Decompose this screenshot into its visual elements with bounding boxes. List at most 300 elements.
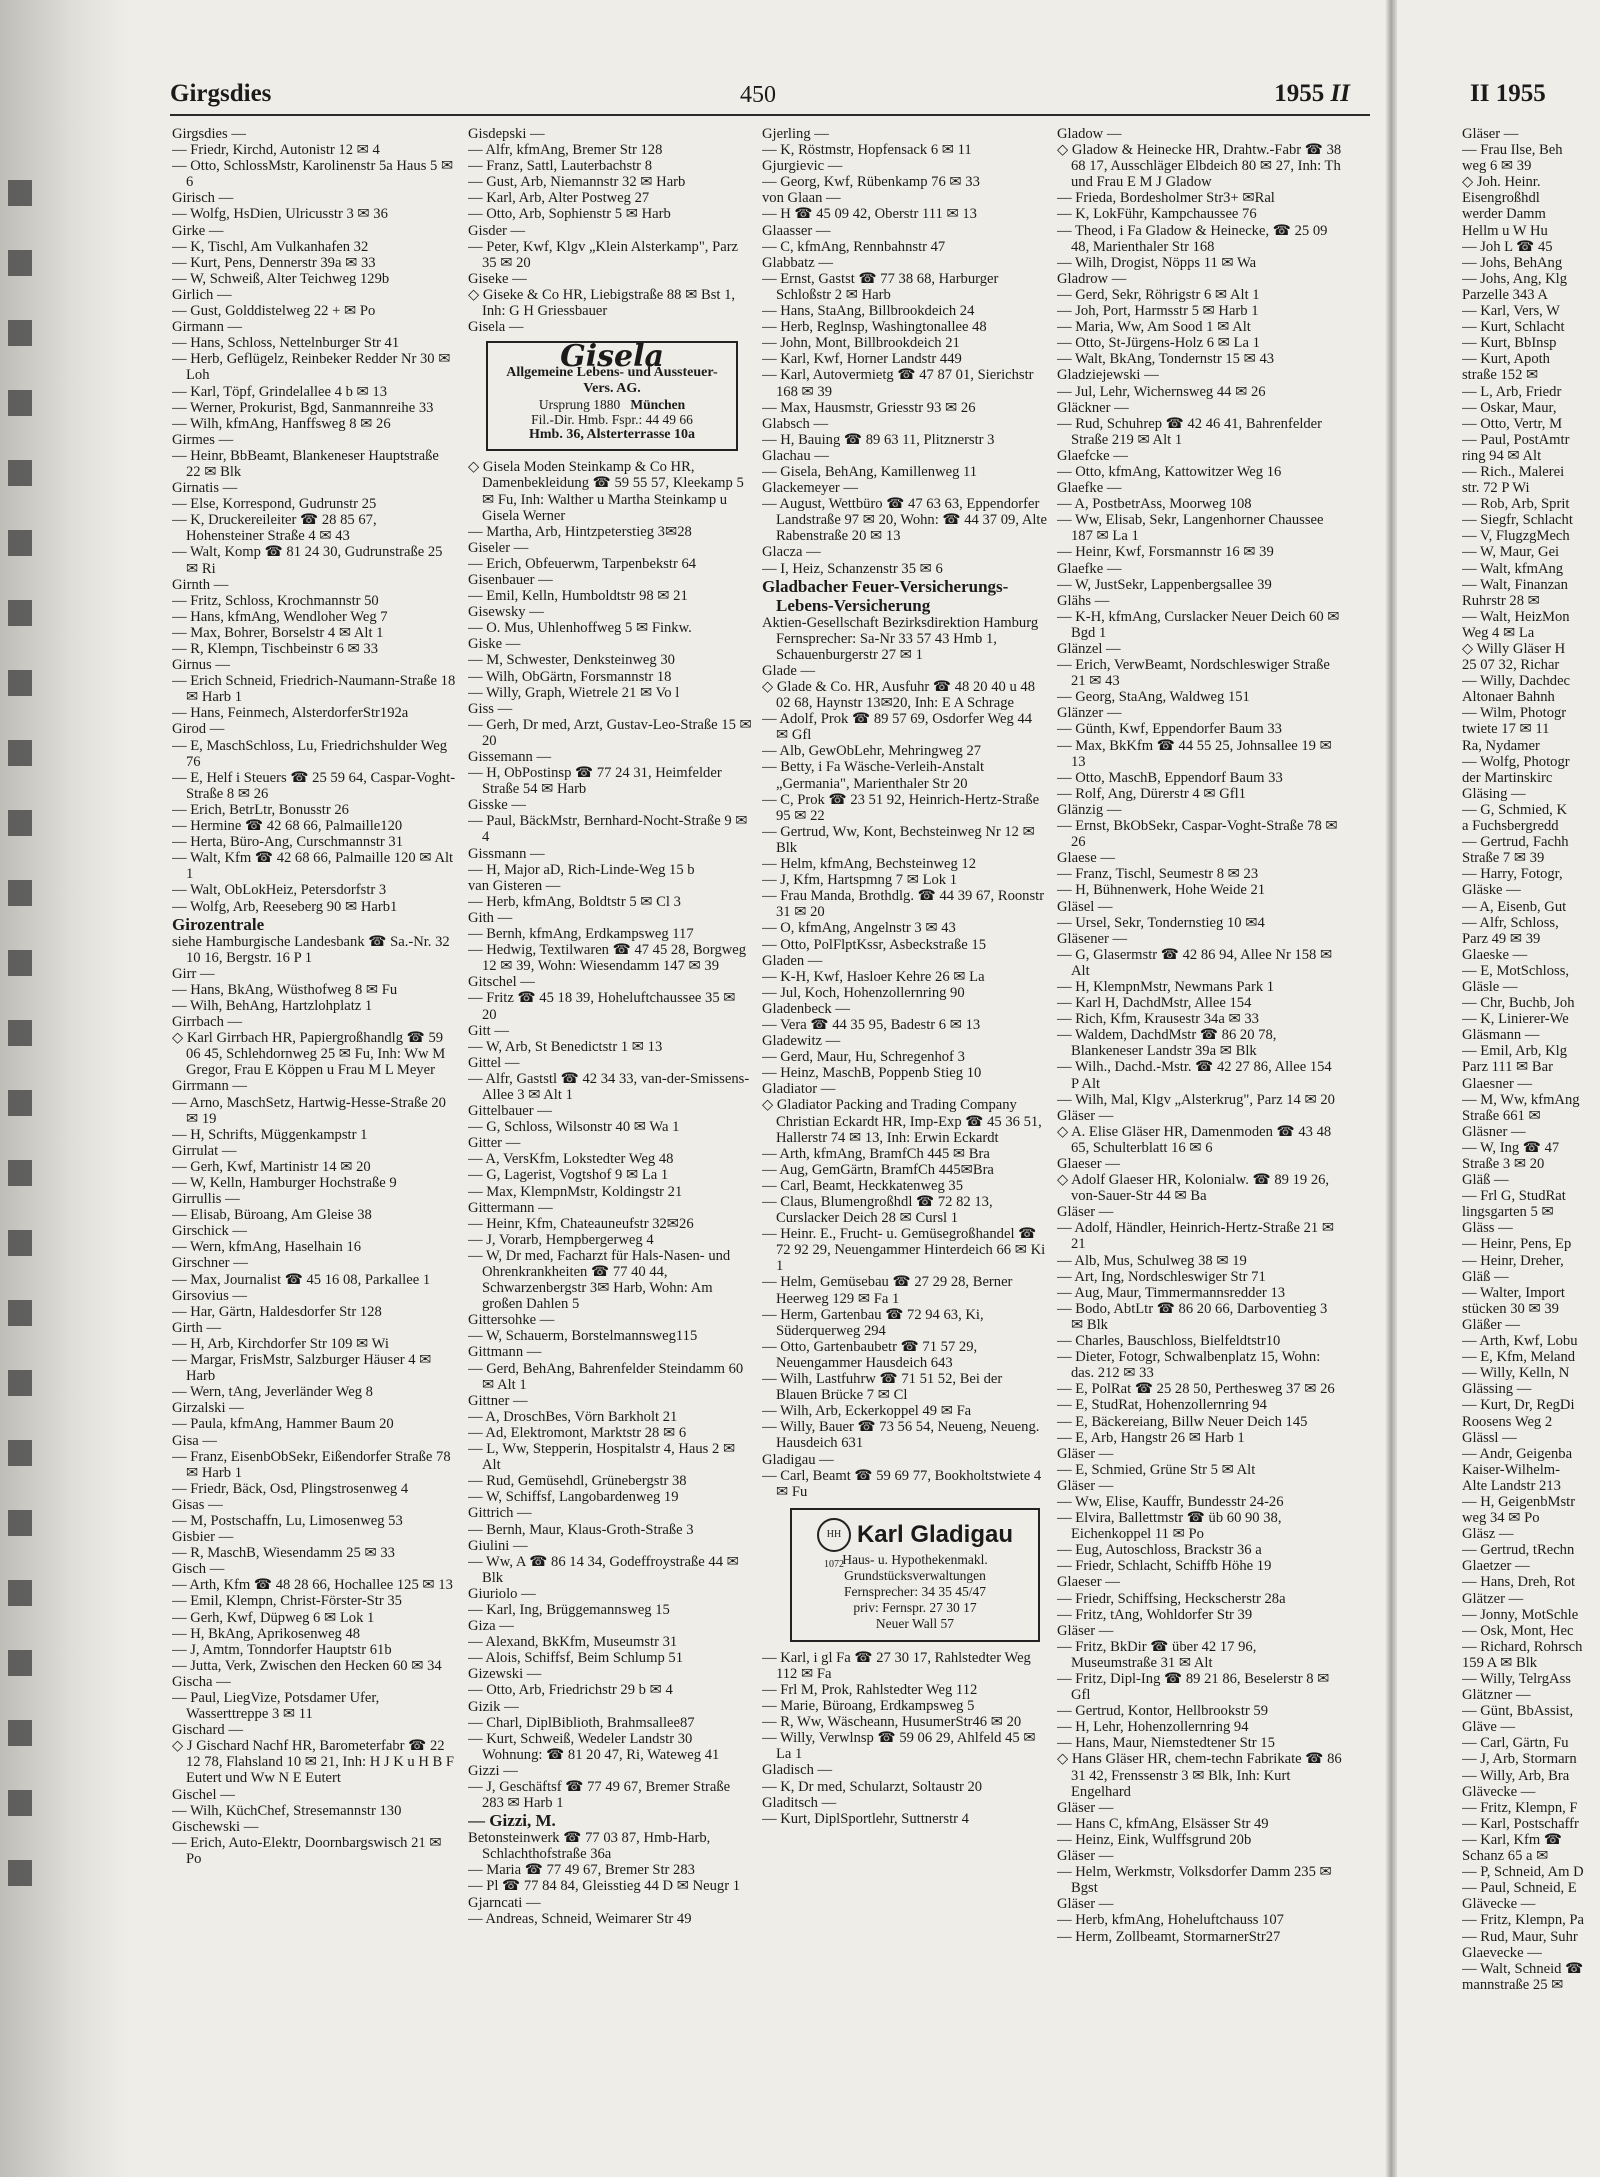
directory-entry: — Paul, BäckMstr, Bernhard-Nocht-Straße 9 ✉ 4 (468, 813, 748, 846)
directory-entry: Roosens Weg 2 (1462, 1413, 1553, 1430)
directory-entry: — Wolfg, Arb, Reeseberg 90 ✉ Harb1 (172, 898, 398, 915)
directory-entry: — Frl G, StudRat (1462, 1188, 1566, 1205)
directory-entry: Gizik — (468, 1698, 519, 1715)
directory-entry: Gläser — (1057, 1896, 1114, 1913)
directory-entry: — Gust, Golddistelweg 22 + ✉ Po (172, 303, 376, 320)
directory-entry: — Willy, Arb, Bra (1462, 1767, 1570, 1784)
directory-entry: Girth — (172, 1319, 222, 1336)
directory-entry: — Walt, Finanzan (1462, 576, 1568, 593)
directory-entry: Glässing — (1462, 1381, 1532, 1398)
directory-entry: — Alfr, Gaststl ☎ 42 34 33, van-der-Smissens-Allee 3 ✉ Alt 1 (468, 1070, 750, 1103)
directory-entry: — Wolfg, Photogr (1462, 753, 1570, 770)
directory-entry: — E, Helf i Steuers ☎ 25 59 64, Caspar-Voght-Straße 8 ✉ 26 (172, 769, 456, 802)
directory-entry: — Hans C, kfmAng, Elsässer Str 49 (1057, 1815, 1269, 1832)
directory-entry: Gitschel — (468, 974, 535, 991)
directory-entry: — Günth, Kwf, Eppendorfer Baum 33 (1057, 721, 1282, 738)
directory-entry: Giseler — (468, 539, 529, 556)
directory-entry: ◇ Gladow & Heinecke HR, Drahtw.-Fabr ☎ 38 68 17, Ausschläger Elbdeich 80 ✉ 27, Inh: Th und Frau E M J Gladow (1057, 142, 1342, 191)
directory-entry: Girmann — (172, 319, 243, 336)
directory-entry: — Karl H, DachdMstr, Allee 154 (1057, 995, 1252, 1012)
directory-entry: Glackemeyer — (762, 480, 859, 497)
directory-entry: Glacza — (762, 544, 821, 561)
directory-entry: — Wilh, Mal, Klgv „Alsterkrug", Parz 14 ✉ 20 (1057, 1091, 1335, 1108)
directory-entry: — H, ObPostinsp ☎ 77 24 31, Heimfelder Straße 54 ✉ Harb (468, 765, 722, 798)
directory-entry: — C, kfmAng, Rennbahnstr 47 (762, 238, 946, 255)
directory-entry: Girnth — (172, 576, 229, 593)
directory-entry: — Elisab, Büroang, Am Gleise 38 (172, 1207, 372, 1224)
directory-entry: — Martha, Arb, Hintzpeterstieg 3✉28 (468, 523, 692, 540)
directory-entry: Gläser — (1057, 1445, 1114, 1462)
directory-entry: — Maria ☎ 77 49 67, Bremer Str 283 (468, 1862, 695, 1879)
book-spine (0, 0, 130, 2177)
directory-entry: — Heinr, BbBeamt, Blankeneser Hauptstraße 22 ✉ Blk (172, 447, 439, 480)
directory-entry: — Gerd, Maur, Hu, Schregenhof 3 (762, 1049, 965, 1066)
directory-entry: — Max, Journalist ☎ 45 16 08, Parkallee 1 (172, 1271, 431, 1288)
directory-entry: 159 A ✉ Blk (1462, 1654, 1538, 1671)
directory-entry: Gläsz — (1462, 1526, 1514, 1543)
directory-entry: — Franz, Sattl, Lauterbachstr 8 (468, 158, 652, 175)
directory-entry: — Walt, HeizMon (1462, 608, 1570, 625)
directory-entry: — Karl, Arb, Alter Postweg 27 (468, 190, 650, 207)
directory-entry: — Gerd, BehAng, Bahrenfelder Steindamm 60 ✉ Alt 1 (468, 1360, 744, 1393)
directory-entry: — Otto, Vertr, M (1462, 415, 1563, 432)
directory-entry: — Carl, Beamt, Heckkatenweg 35 (762, 1177, 964, 1194)
directory-entry: — Werner, Prokurist, Bgd, Sanmannreihe 33 (172, 399, 434, 416)
directory-entry: — Elvira, Ballettmstr ☎ üb 60 90 38, Eichenkoppel 11 ✉ Po (1057, 1510, 1282, 1543)
directory-entry: — A, Eisenb, Gut (1462, 898, 1567, 915)
directory-entry: Gisa — (172, 1432, 217, 1449)
directory-entry: — Jul, Lehr, Wichernsweg 44 ✉ 26 (1057, 383, 1266, 400)
directory-entry: — August, Wettbüro ☎ 47 63 63, Eppendorfer Landstraße 97 ✉ 20, Wohn: ☎ 44 37 09, Alte Rabenstraße 20 ✉ 13 (762, 496, 1047, 545)
ad-branch: Fil.-Dir. Hmb. Fspr.: 44 49 66 (531, 412, 693, 428)
column-1 (172, 126, 457, 2166)
directory-entry: — Wilh, Drogist, Nöpps 11 ✉ Wa (1057, 254, 1257, 271)
directory-entry: — Karl, i gl Fa ☎ 27 30 17, Rahlstedter Weg 112 ✉ Fa (762, 1649, 1031, 1682)
directory-entry: Glaefke — (1057, 480, 1122, 497)
directory-entry: Ra, Nydamer (1462, 737, 1540, 754)
directory-entry: — Max, Hausmstr, Griesstr 93 ✉ 26 (762, 399, 976, 416)
directory-entry: — Arth, kfmAng, BramfCh 445 ✉ Bra (762, 1145, 990, 1162)
directory-entry: — L, Arb, Friedr (1462, 383, 1562, 400)
directory-entry: — Willy, Bauer ☎ 73 56 54, Neueng, Neueng. Hausdeich 631 (762, 1419, 1040, 1452)
directory-entry: — Vera ☎ 44 35 95, Badestr 6 ✉ 13 (762, 1016, 981, 1033)
directory-entry: — H, GeigenbMstr (1462, 1493, 1576, 1510)
directory-entry: — Kurt, Schweiß, Wedeler Landstr 30 Wohnung: ☎ 81 20 47, Ri, Wateweg 41 (468, 1730, 720, 1763)
directory-entry: — Kurt, BbInsp (1462, 335, 1557, 352)
directory-entry: — Paul, PostAmtr (1462, 431, 1570, 448)
directory-entry: — J, Geschäftsf ☎ 77 49 67, Bremer Straße 283 ✉ Harb 1 (468, 1779, 731, 1812)
directory-entry: Gläsel — (1057, 898, 1113, 915)
directory-entry: Girisch — (172, 190, 234, 207)
directory-entry: — Eug, Autoschloss, Brackstr 36 a (1057, 1542, 1262, 1559)
directory-entry: — W, Schauerm, Borstelmannsweg115 (468, 1328, 698, 1345)
directory-entry: — Andreas, Schneid, Weimarer Str 49 (468, 1910, 692, 1927)
directory-entry: twiete 17 ✉ 11 (1462, 721, 1550, 738)
directory-entry: — W, Arb, St Benedictstr 1 ✉ 13 (468, 1038, 663, 1055)
directory-entry: Glaevecke — (1462, 1944, 1542, 1961)
page-gutter (1385, 0, 1397, 2177)
directory-entry: Altonaer Bahnh (1462, 689, 1555, 706)
directory-entry: — Maria, Ww, Am Sood 1 ✉ Alt (1057, 319, 1251, 336)
directory-entry: — Max, KlempnMstr, Koldingstr 21 (468, 1183, 683, 1200)
directory-entry: Gisewsky — (468, 604, 544, 621)
directory-entry: — Hans, Maur, Niemstedtener Str 15 (1057, 1735, 1275, 1752)
directory-entry: — Walt, BkAng, Tondernstr 15 ✉ 43 (1057, 351, 1275, 368)
directory-entry: Girrullis — (172, 1191, 240, 1208)
directory-entry: Gisder — (468, 222, 526, 239)
directory-entry: — Gerh, Kwf, Düpweg 6 ✉ Lok 1 (172, 1609, 375, 1626)
directory-entry: — Joh L ☎ 45 (1462, 238, 1553, 255)
directory-entry: Glabsch — (762, 415, 829, 432)
directory-entry: — Walt, ObLokHeiz, Petersdorfstr 3 (172, 882, 387, 899)
directory-entry: Gläsner — (1462, 1123, 1526, 1140)
directory-entry: Gjurgievic — (762, 158, 843, 175)
directory-entry: — Bernh, Maur, Klaus-Groth-Straße 3 (468, 1521, 694, 1538)
directory-entry: — Heinr. E., Frucht- u. Gemüsegroßhandel ☎ 72 92 29, Neuengammer Hinterdeich 66 ✉ Ki 1 (762, 1226, 1046, 1275)
directory-entry: Gjerling — (762, 126, 829, 142)
directory-entry: Eisengroßhdl (1462, 190, 1540, 207)
directory-entry: Gissmann — (468, 845, 545, 862)
directory-entry: — Heinr, Kwf, Forsmannstr 16 ✉ 39 (1057, 544, 1274, 561)
ad-phone1: Fernsprecher: 34 35 45/47 (843, 1583, 987, 1599)
directory-entry: — Otto, SchlossMstr, Karolinenstr 5a Haus 5 ✉ 6 (172, 158, 454, 191)
directory-entry: — M, Ww, kfmAng (1462, 1091, 1580, 1108)
directory-entry: Gläser — (1057, 1477, 1114, 1494)
directory-entry: — J, Kfm, Hartspmng 7 ✉ Lok 1 (762, 872, 958, 889)
directory-entry: Gittrich — (468, 1505, 532, 1522)
directory-entry: — Wilh., Dachd.-Mstr. ☎ 42 27 86, Allee 154 P Alt (1057, 1059, 1332, 1092)
directory-entry: Gladenbeck — (762, 1000, 850, 1017)
directory-entry: — I, Heiz, Schanzenstr 35 ✉ 6 (762, 560, 943, 577)
directory-entry: Giske — (468, 636, 521, 653)
directory-entry: — Frieda, Bordesholmer Str3+ ✉Ral (1057, 190, 1275, 207)
directory-entry: — Charl, DiplBiblioth, Brahmsallee87 (468, 1714, 695, 1731)
page-number: 450 (740, 82, 776, 108)
directory-entry: — Hans, Schloss, Nettelnburger Str 41 (172, 335, 400, 352)
directory-entry: — W, Schiffsf, Langobardenweg 19 (468, 1489, 679, 1506)
directory-entry: — Heinz, Eink, Wulffsgrund 20b (1057, 1831, 1252, 1848)
directory-entry: — Rolf, Ang, Dürerstr 4 ✉ Gfl1 (1057, 785, 1246, 802)
directory-entry: — Otto, kfmAng, Kattowitzer Weg 16 (1057, 463, 1282, 480)
directory-entry: von Glaan — (762, 190, 841, 207)
directory-entry: — J, Arb, Stormarn (1462, 1751, 1577, 1768)
directory-entry: — Wilm, Photogr (1462, 705, 1567, 722)
directory-entry: — Wilh, ObGärtn, Forsmannstr 18 (468, 668, 672, 685)
directory-entry: — Franz, EisenbObSekr, Eißendorfer Straße 78 ✉ Harb 1 (172, 1448, 451, 1481)
directory-entry: Gläsener — (1057, 930, 1128, 947)
directory-entry: — Paul, Schneid, E (1462, 1880, 1577, 1897)
directory-entry: Gjarncati — (468, 1894, 541, 1911)
directory-entry: — K-H, Kwf, Hasloer Kehre 26 ✉ La (762, 968, 985, 985)
directory-entry: Girlich — (172, 286, 232, 303)
directory-entry: Gischewski — (172, 1818, 259, 1835)
directory-entry: — Arth, Kwf, Lobu (1462, 1333, 1578, 1350)
directory-entry: — E, PolRat ☎ 25 28 50, Perthesweg 37 ✉ 26 (1057, 1381, 1335, 1398)
directory-entry: — Alfr, Schloss, (1462, 914, 1559, 931)
directory-entry: Glaesner — (1462, 1075, 1533, 1092)
directory-entry: mannstraße 25 ✉ (1462, 1976, 1564, 1993)
directory-entry: — Karl, Vers, W (1462, 303, 1560, 320)
directory-entry: — E, MotSchloss, (1462, 962, 1570, 979)
directory-entry: Gladrow — (1057, 270, 1127, 287)
directory-entry: — Karl, Postschaffr (1462, 1815, 1579, 1832)
directory-entry: — G, Lagerist, Vogtshof 9 ✉ La 1 (468, 1167, 669, 1184)
directory-entry: — Rud, Maur, Suhr (1462, 1928, 1578, 1945)
directory-entry: Girrmann — (172, 1078, 247, 1095)
directory-entry: — Emil, Kelln, Humboldtstr 98 ✉ 21 (468, 588, 688, 605)
directory-entry: Glaeser — (1057, 1156, 1120, 1172)
directory-entry: — Kurt, Schlacht (1462, 319, 1565, 336)
directory-entry: — E, StudRat, Hohenzollernring 94 (1057, 1397, 1267, 1414)
directory-entry: Girrbach — (172, 1014, 243, 1031)
directory-entry: — Friedr, Bäck, Osd, Plingstrosenweg 4 (172, 1480, 409, 1497)
directory-entry: Gizewski — (468, 1666, 542, 1683)
directory-entry: — Harry, Fotogr, (1462, 866, 1563, 883)
directory-entry: Gläser — (1057, 1799, 1114, 1816)
directory-entry: ◇ J Gischard Nachf HR, Barometerfabr ☎ 22 12 78, Flahsland 10 ✉ 21, Inh: H J K u H B F Eutert und Ww N E Eutert (172, 1738, 455, 1787)
directory-entry: Gisdepski — (468, 126, 545, 142)
directory-entry: — W, Kelln, Hamburger Hochstraße 9 (172, 1175, 397, 1191)
column-5 (1462, 126, 1600, 2166)
directory-entry: — Kurt, Dr, RegDi (1462, 1397, 1575, 1414)
ad-address: Neuer Wall 57 (875, 1615, 955, 1631)
directory-entry: Girzalski — (172, 1400, 244, 1417)
directory-entry: — E, Bäckereiang, Billw Neuer Deich 145 (1057, 1413, 1308, 1430)
directory-entry: ◇ Adolf Glaeser HR, Kolonialw. ☎ 89 19 26, von-Sauer-Str 44 ✉ Ba (1057, 1172, 1330, 1205)
directory-entry: — Hedwig, Textilwaren ☎ 47 45 28, Borgweg 12 ✉ 39, Wohn: Wiesendamm 147 ✉ 39 (468, 942, 747, 975)
directory-entry: — Gizzi, M. (468, 1811, 556, 1831)
directory-entry: — Wilh, KüchChef, Stresemannstr 130 (172, 1802, 402, 1819)
directory-entry: — Wilh, BehAng, Hartzlohplatz 1 (172, 997, 373, 1014)
directory-entry: — Erich Schneid, Friedrich-Naumann-Straße 18 ✉ Harb 1 (172, 673, 456, 706)
directory-entry: — J, Vorarb, Hempbergerweg 4 (468, 1231, 654, 1248)
ad-company: Allgemeine Lebens- und Aussteuer-Vers. AG. (506, 365, 718, 397)
directory-entry: — Chr, Buchb, Joh (1462, 995, 1575, 1012)
directory-entry: — Har, Gärtn, Haldesdorfer Str 128 (172, 1303, 382, 1320)
directory-entry: — Carl, Gärtn, Fu (1462, 1735, 1569, 1752)
directory-entry: — Franz, Tischl, Seumestr 8 ✉ 23 (1057, 866, 1259, 883)
directory-entry: — Rich, Kfm, Krausestr 34a ✉ 33 (1057, 1011, 1259, 1028)
directory-entry: — K-H, kfmAng, Curslacker Neuer Deich 60 ✉ Bgd 1 (1057, 608, 1340, 641)
directory-entry: — Wilh, Lastfuhrw ☎ 71 51 52, Bei der Blauen Brücke 7 ✉ Cl (762, 1371, 1003, 1404)
directory-entry: — Alfr, kfmAng, Bremer Str 128 (468, 142, 663, 159)
directory-entry: Gladziejewski — (1057, 367, 1159, 384)
directory-entry: — A, PostbetrAss, Moorweg 108 (1057, 496, 1252, 513)
directory-entry: Girozentrale (172, 914, 265, 934)
directory-entry: — Heinr, Kfm, Chateauneufstr 32✉26 (468, 1215, 694, 1232)
directory-entry: Betonsteinwerk ☎ 77 03 87, Hmb-Harb, Schlachthofstraße 36a (468, 1830, 711, 1863)
directory-entry: — A, DroschBes, Vörn Barkholt 21 (468, 1408, 678, 1425)
directory-entry: Girschner — (172, 1255, 248, 1272)
directory-entry: — Ernst, BkObSekr, Caspar-Voght-Straße 78 ✉ 26 (1057, 818, 1338, 851)
directory-entry: ◇ Gladiator Packing and Trading Company Christian Eckardt HR, Imp-Exp ☎ 45 36 51, Hallerstr 74 ✉ 13, Inh: Erwin Eckardt (762, 1097, 1042, 1146)
directory-entry: Glänzel — (1057, 641, 1121, 657)
directory-entry: — W, JustSekr, Lappenbergsallee 39 (1057, 576, 1272, 593)
directory-entry: — Ww, Elise, Kauffr, Bundesstr 24-26 (1057, 1493, 1284, 1510)
directory-entry: — Gertrud, tRechn (1462, 1542, 1575, 1559)
directory-entry: — Otto, Arb, Sophienstr 5 ✉ Harb (468, 206, 671, 223)
directory-entry: Glachau — (762, 447, 829, 464)
ad-address: Hmb. 36, Alsterterrasse 10a (528, 427, 696, 443)
directory-entry: — Walter, Import (1462, 1284, 1565, 1301)
directory-entry: Weg 4 ✉ La (1462, 624, 1535, 641)
directory-entry: Gischa — (172, 1673, 231, 1690)
directory-entry: Parz 49 ✉ 39 (1462, 930, 1541, 947)
directory-entry: — Arth, Kfm ☎ 48 28 66, Hochallee 125 ✉ 13 (172, 1577, 453, 1594)
directory-entry: — Alois, Schiffsf, Beim Schlump 51 (468, 1650, 683, 1667)
directory-entry: — Wilh, kfmAng, Hanffsweg 8 ✉ 26 (172, 415, 391, 432)
directory-entry: — Friedr, Schlacht, Schiffb Höhe 19 (1057, 1558, 1272, 1575)
directory-entry: — H, Bühnenwerk, Hohe Weide 21 (1057, 882, 1266, 899)
directory-entry: — Alexand, BkKfm, Museumstr 31 (468, 1634, 678, 1651)
directory-entry: — Kurt, Apoth (1462, 351, 1550, 368)
directory-entry: Gläser — (1462, 126, 1519, 142)
directory-entry: — Karl, Ing, Brüggemannsweg 15 (468, 1601, 670, 1618)
directory-entry: Gittel — (468, 1054, 520, 1071)
directory-entry: — Marie, Büroang, Erdkampsweg 5 (762, 1698, 975, 1715)
directory-entry: — Gertrud, Fachh (1462, 834, 1569, 851)
directory-entry: ◇ Giseke & Co HR, Liebigstraße 88 ✉ Bst 1, Inh: G H Griessbauer (468, 286, 736, 320)
directory-entry: — V, FlugzgMech (1462, 528, 1570, 545)
directory-entry: — Gust, Arb, Niemannstr 32 ✉ Harb (468, 174, 686, 191)
directory-entry: Gisela — (468, 319, 524, 336)
directory-entry: — Gisela, BehAng, Kamillenweg 11 (762, 463, 978, 480)
directory-entry: lingsgarten 5 ✉ (1462, 1204, 1554, 1221)
directory-entry: — Max, BkKfm ☎ 44 55 25, Johnsallee 19 ✉ 13 (1057, 737, 1332, 770)
directory-entry: Girod — (172, 721, 225, 738)
directory-entry: Giseke — (468, 270, 527, 287)
directory-entry: Glätzner — (1462, 1687, 1531, 1704)
directory-entry: Kaiser-Wilhelm- (1462, 1461, 1560, 1478)
directory-entry: — H, Lehr, Hohenzollernring 94 (1057, 1719, 1249, 1736)
directory-entry: — M, Postschaffn, Lu, Limosenweg 53 (172, 1512, 403, 1529)
directory-entry: — L, Ww, Stepperin, Hospitalstr 4, Haus 2 ✉ Alt (468, 1441, 736, 1474)
directory-entry: Alte Landstr 213 (1462, 1477, 1561, 1494)
directory-entry: — John, Mont, Billbrookdeich 21 (762, 335, 960, 352)
directory-entry: — Walt, Komp ☎ 81 24 30, Gudrunstraße 25 ✉ Ri (172, 544, 443, 577)
directory-entry: — Fritz, tAng, Wohldorfer Str 39 (1057, 1606, 1253, 1623)
directory-entry: — Friedr, Schiffsing, Heckscherstr 28a (1057, 1590, 1286, 1607)
directory-entry: a Fuchsbergredd (1462, 818, 1559, 835)
running-head: Girgsdies (170, 80, 272, 107)
ad-line1: Haus- u. Hypothekenmakl. (842, 1551, 988, 1567)
directory-entry: — K, Tischl, Am Vulkanhafen 32 (172, 238, 369, 255)
directory-entry: Gitter — (468, 1135, 521, 1152)
directory-entry: Gläß — (1462, 1172, 1509, 1189)
directory-entry: Gläve — (1462, 1719, 1516, 1736)
directory-entry: Gläser — (1057, 1848, 1114, 1865)
thumb-index-tabs (8, 180, 34, 1930)
directory-entry: — Fritz, BkDir ☎ über 42 17 96, Museumstraße 31 ✉ Alt (1057, 1638, 1257, 1671)
directory-entry: — Wilh, Arb, Eckerkoppel 49 ✉ Fa (762, 1403, 972, 1420)
directory-entry: Gläsmann — (1462, 1027, 1540, 1044)
directory-entry: Gläske — (1462, 882, 1521, 899)
directory-entry: — Hans, Dreh, Rot (1462, 1574, 1576, 1591)
directory-entry: van Gisteren — (468, 877, 561, 894)
directory-entry: — R, MaschB, Wiesendamm 25 ✉ 33 (172, 1545, 395, 1562)
year: 1955 (1274, 80, 1325, 107)
column-2 (468, 126, 753, 2166)
directory-entry: — Gertrud, Kontor, Hellbrookstr 59 (1057, 1703, 1268, 1720)
directory-entry: Schanz 65 a ✉ (1462, 1848, 1549, 1865)
directory-entry: — Bernh, kfmAng, Erdkampsweg 117 (468, 926, 694, 943)
directory-entry: ◇ Willy Gläser H (1462, 641, 1566, 657)
ad-founded: Ursprung 1880 München (538, 397, 686, 413)
directory-entry: siehe Hamburgische Landesbank ☎ Sa.-Nr. 32 10 16, Bergstr. 16 P 1 (172, 933, 450, 966)
ad-phone2: priv: Fernspr. 27 30 17 (853, 1599, 977, 1615)
directory-entry: — Walt, Kfm ☎ 42 68 66, Palmaille 120 ✉ Alt 1 (172, 850, 454, 883)
directory-entry: Gläsle — (1462, 978, 1518, 995)
directory-entry: Gischard — (172, 1722, 243, 1739)
directory-entry: — Theod, i Fa Gladow & Heinecke, ☎ 25 09 48, Marienthaler Str 168 (1057, 222, 1328, 255)
directory-entry: Giulini — (468, 1537, 528, 1554)
directory-entry: Straße 7 ✉ 39 (1462, 850, 1545, 867)
directory-entry: — Kurt, DiplSportlehr, Suttnerstr 4 (762, 1810, 969, 1827)
directory-entry: Gittmann — (468, 1344, 542, 1361)
directory-entry: Gisch — (172, 1561, 225, 1578)
directory-entry: Giss — (468, 700, 513, 717)
directory-entry: — Richard, Rohrsch (1462, 1638, 1583, 1655)
directory-entry: — Herta, Büro-Ang, Curschmannstr 31 (172, 834, 404, 851)
directory-entry: — Max, Bohrer, Borselstr 4 ✉ Alt 1 (172, 624, 384, 641)
directory-entry: Gittner — (468, 1392, 528, 1409)
directory-entry: — E, Arb, Hangstr 26 ✉ Harb 1 (1057, 1429, 1245, 1446)
directory-entry: — Georg, StaAng, Waldweg 151 (1057, 689, 1250, 706)
volume: II (1330, 80, 1350, 107)
directory-entry: — Herm, Zollbeamt, StormarnerStr27 (1057, 1928, 1281, 1945)
directory-entry: — Erich, Auto-Elektr, Doornbargswisch 21 ✉ Po (172, 1834, 442, 1867)
ad-name: Karl Gladigau (856, 1520, 1014, 1548)
directory-entry: Glävecke — (1462, 1783, 1536, 1800)
directory-entry: — Gerd, Sekr, Röhrigstr 6 ✉ Alt 1 (1057, 286, 1260, 303)
column-4 (1057, 126, 1342, 2166)
directory-entry: — Frau Manda, Brothdlg. ☎ 44 39 67, Roonstr 31 ✉ 20 (762, 888, 1045, 921)
ad-line2: Grundstücksverwaltungen (844, 1567, 986, 1583)
directory-entry: — Wern, kfmAng, Haselhain 16 (172, 1239, 362, 1256)
directory-entry: — E, Kfm, Meland (1462, 1349, 1576, 1366)
directory-entry: — Betty, i Fa Wäsche-Verleih-Anstalt „Germania", Marienthaler Str 20 (762, 759, 985, 792)
directory-entry: — Gerh, Dr med, Arzt, Gustav-Leo-Straße 15 ✉ 20 (468, 716, 752, 749)
directory-entry: — Gerh, Kwf, Martinistr 14 ✉ 20 (172, 1158, 371, 1175)
directory-entry: — Herm, Gartenbau ☎ 72 94 63, Ki, Süderquerweg 294 (762, 1306, 984, 1339)
directory-entry: ◇ Karl Girrbach HR, Papiergroßhandlg ☎ 59 06 45, Schlehdornweg 25 ✉ Fu, Inh: Ww M Gregor, Frau E Köppen u Frau M L Meyer (172, 1030, 446, 1079)
directory-entry: — Erich, BetrLtr, Bonusstr 26 (172, 801, 349, 818)
directory-entry: — Helm, kfmAng, Bechsteinweg 12 (762, 856, 977, 873)
directory-entry: — H, Schrifts, Müggenkampstr 1 (172, 1126, 368, 1143)
directory-entry: — Adolf, Händler, Heinrich-Hertz-Straße 21 ✉ 21 (1057, 1220, 1335, 1253)
directory-entry: — H, KlempnMstr, Newmans Park 1 (1057, 978, 1275, 995)
directory-entry: — Ursel, Sekr, Tondernstieg 10 ✉4 (1057, 914, 1265, 931)
directory-entry: Gladigau — (762, 1451, 834, 1468)
gisela-logo: Gisela (560, 339, 664, 375)
directory-entry: — Ad, Elektromont, Marktstr 28 ✉ 6 (468, 1424, 687, 1441)
directory-entry: Girnatis — (172, 480, 238, 497)
directory-entry: — H, Major aD, Rich-Linde-Weg 15 b (468, 861, 695, 878)
directory-entry: ◇ Joh. Heinr. (1462, 174, 1541, 191)
directory-entry: Girke — (172, 222, 224, 239)
directory-entry: Glaeske — (1462, 946, 1528, 963)
directory-entry: — Hans, BkAng, Wüsthofweg 8 ✉ Fu (172, 981, 398, 998)
directory-entry: — Carl, Beamt ☎ 59 69 77, Bookholtstwiete 4 ✉ Fu (762, 1467, 1042, 1500)
directory-entry: Glätzer — (1462, 1590, 1524, 1607)
directory-entry: — Willy, Dachdec (1462, 673, 1571, 690)
directory-entry: — Karl, Kfm ☎ (1462, 1831, 1563, 1848)
directory-entry: — Heinz, MaschB, Poppenb Stieg 10 (762, 1065, 982, 1082)
directory-entry: — K, Röstmstr, Hopfensack 6 ✉ 11 (762, 142, 972, 159)
directory-entry: — Otto, St-Jürgens-Holz 6 ✉ La 1 (1057, 335, 1260, 352)
directory-entry: — Jutta, Verk, Zwischen den Hecken 60 ✉ 34 (172, 1657, 442, 1674)
directory-entry: — Otto, MaschB, Eppendorf Baum 33 (1057, 769, 1283, 786)
